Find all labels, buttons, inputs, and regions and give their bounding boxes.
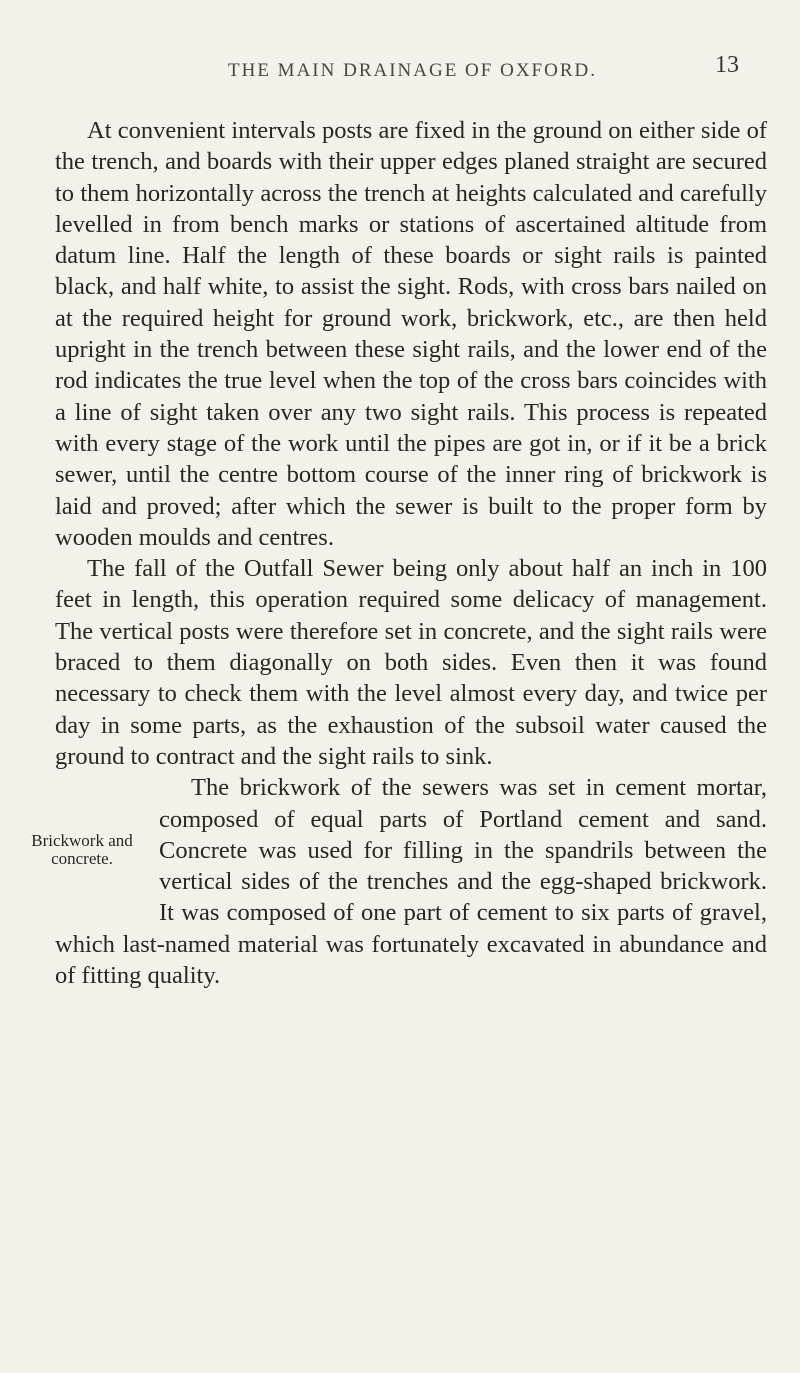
marginal-note-line-1: Brickwork and (31, 831, 133, 851)
paragraph-outfall-sewer: The fall of the Outfall Sewer being only about half an inch in 100 feet in length, this operation required some delicacy of management. The vertical posts were therefore set in concrete, and the sight rails were braced to them diagonally on both sides. Even then it was found necessary to check them with the level almost every day, and twice per day in some parts, as the exhaustion of the subsoil water caused the ground to contract and the sight rails to sink. (55, 555, 767, 770)
paragraph-brickwork-text: The brickwork of the sewers was set in cement mortar, composed of equal parts of Portland cement and sand. Concrete was used for filling in the spandrils between the vertical sides of the trenches and the egg-shaped brickwork. It was composed of one part of cement to six parts of gravel, which last-named material was fortunately excavated in abundance and of fitting quality. (55, 774, 767, 990)
page-number: 13 (715, 52, 739, 78)
marginal-note (23, 832, 141, 924)
marginal-note-line-2: concrete. (51, 849, 113, 869)
running-title: THE MAIN DRAINAGE OF OXFORD. (228, 60, 597, 81)
paragraph-brickwork (31, 772, 767, 991)
paragraph-sight-rails: At convenient intervals posts are fixed in the ground on either side of the trench, and boards with their upper edges planed straight are secured to them horizontally across the trench at heights calculated and carefully levelled in from bench marks or stations of ascertained altitude from datum line. Half the length of these boards or sight rails is painted black, and half white, to assist the sight. Rods, with cross bars nailed on at the required height for ground work, brickwork, etc., are then held upright in the trench between these sight rails, and the lower end of the rod indicates the true level when the top of the cross bars coincides with a line of sight taken over any two sight rails. This process is repeated with every stage of the work until the pipes are got in, or if it be a brick sewer, until the centre bottom course of the inner ring of brickwork is laid and proved; after which the sewer is built to the proper form by wooden moulds and centres. (55, 117, 767, 551)
body-text (31, 115, 767, 991)
